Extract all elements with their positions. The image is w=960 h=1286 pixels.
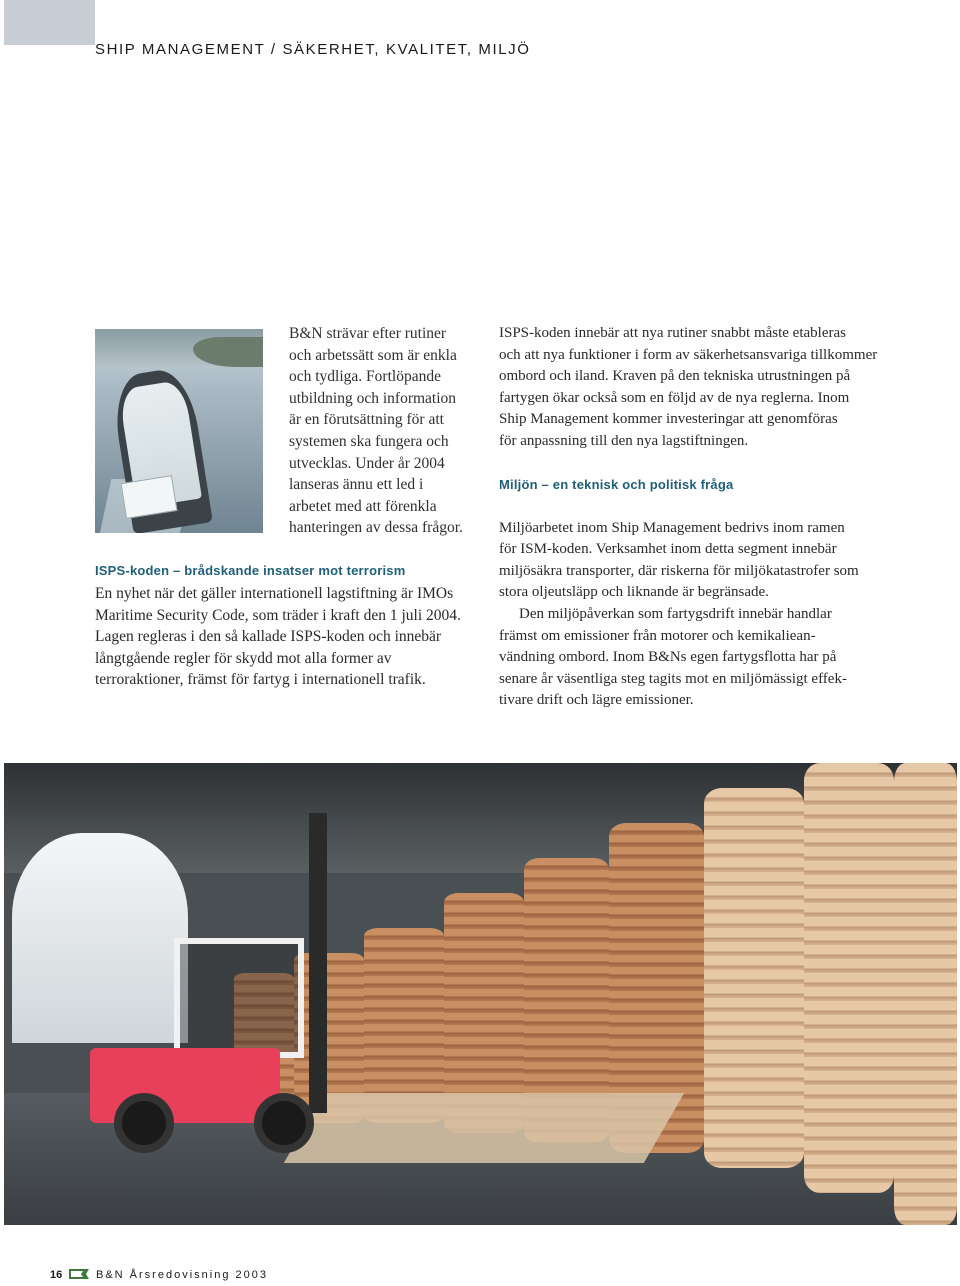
publication-title: B&N Årsredovisning 2003 (96, 1269, 268, 1281)
floor-paper-sheet (284, 1093, 684, 1163)
forklift-wheel (114, 1093, 174, 1153)
paper-roll (894, 763, 957, 1225)
paper-roll (704, 788, 804, 1168)
miljo-paragraph-2: Den miljöpåverkan som fartygsdrift innebär handlar främst om emissioner från motorer och kemikaliean- vändning ombord. Inom B&Ns egen fartygsflotta har på senare år väsentliga steg tagits mot en miljömässigt effek- tivare drift och lägre emissioner. (499, 605, 847, 709)
cargo-hold-photo (4, 763, 957, 1225)
isps-body: En nyhet när det gäller internationell lagstiftning är IMOs Maritime Security Code, som träder i kraft den 1 juli 2004. Lagen regleras i den så kallade ISPS-koden och innebär långtgående regler för skydd mot alla former av terroraktioner, främst för fartyg i internationell trafik. (95, 585, 461, 689)
paper-roll (804, 763, 894, 1193)
hold-doorway-light (12, 833, 188, 1043)
section-title: SHIP MANAGEMENT / SÄKERHET, KVALITET, MILJÖ (95, 41, 531, 58)
page-number: 16 (50, 1269, 63, 1281)
forklift-mast (309, 813, 327, 1113)
forklift-cab (174, 938, 304, 1058)
bn-flag-logo-icon (68, 1268, 90, 1280)
forklift-wheel (254, 1093, 314, 1153)
isps-heading: ISPS-koden – brådskande insatser mot terrorism (95, 563, 406, 578)
sidebar-quote: B&N strävar efter rutiner och arbetssätt som är enkla och tydliga. Fortlöpande utbildning och information är en förutsättning för att systemen ska fungera och utvecklas. Under år 2004 lanseras ännu ett led i arbetet med att förenkla hanteringen av dessa frågor. (289, 325, 463, 537)
ship-aerial-photo (95, 329, 263, 533)
corner-color-block (4, 0, 95, 45)
miljo-heading: Miljön – en teknisk och politisk fråga (499, 477, 734, 492)
miljo-paragraph-1: Miljöarbetet inom Ship Management bedrivs inom ramen för ISM-koden. Verksamhet inom detta segment innebär miljösäkra transporter, där riskerna för miljökatastrofer som stora oljeutsläpp och liknande är begränsade. (499, 519, 859, 601)
miljo-body (499, 496, 879, 734)
isps-continued-paragraph: ISPS-koden innebär att nya rutiner snabbt måste etableras och att nya funktioner i form av säkerhetsansvariga tillkommer ombord och iland. Kraven på den tekniska utrustningen på fartygen ökar också som en följd av de nya reglerna. Inom Ship Management kommer investeringar att genomföras för anpassning till den nya lagstiftningen. (499, 325, 878, 449)
